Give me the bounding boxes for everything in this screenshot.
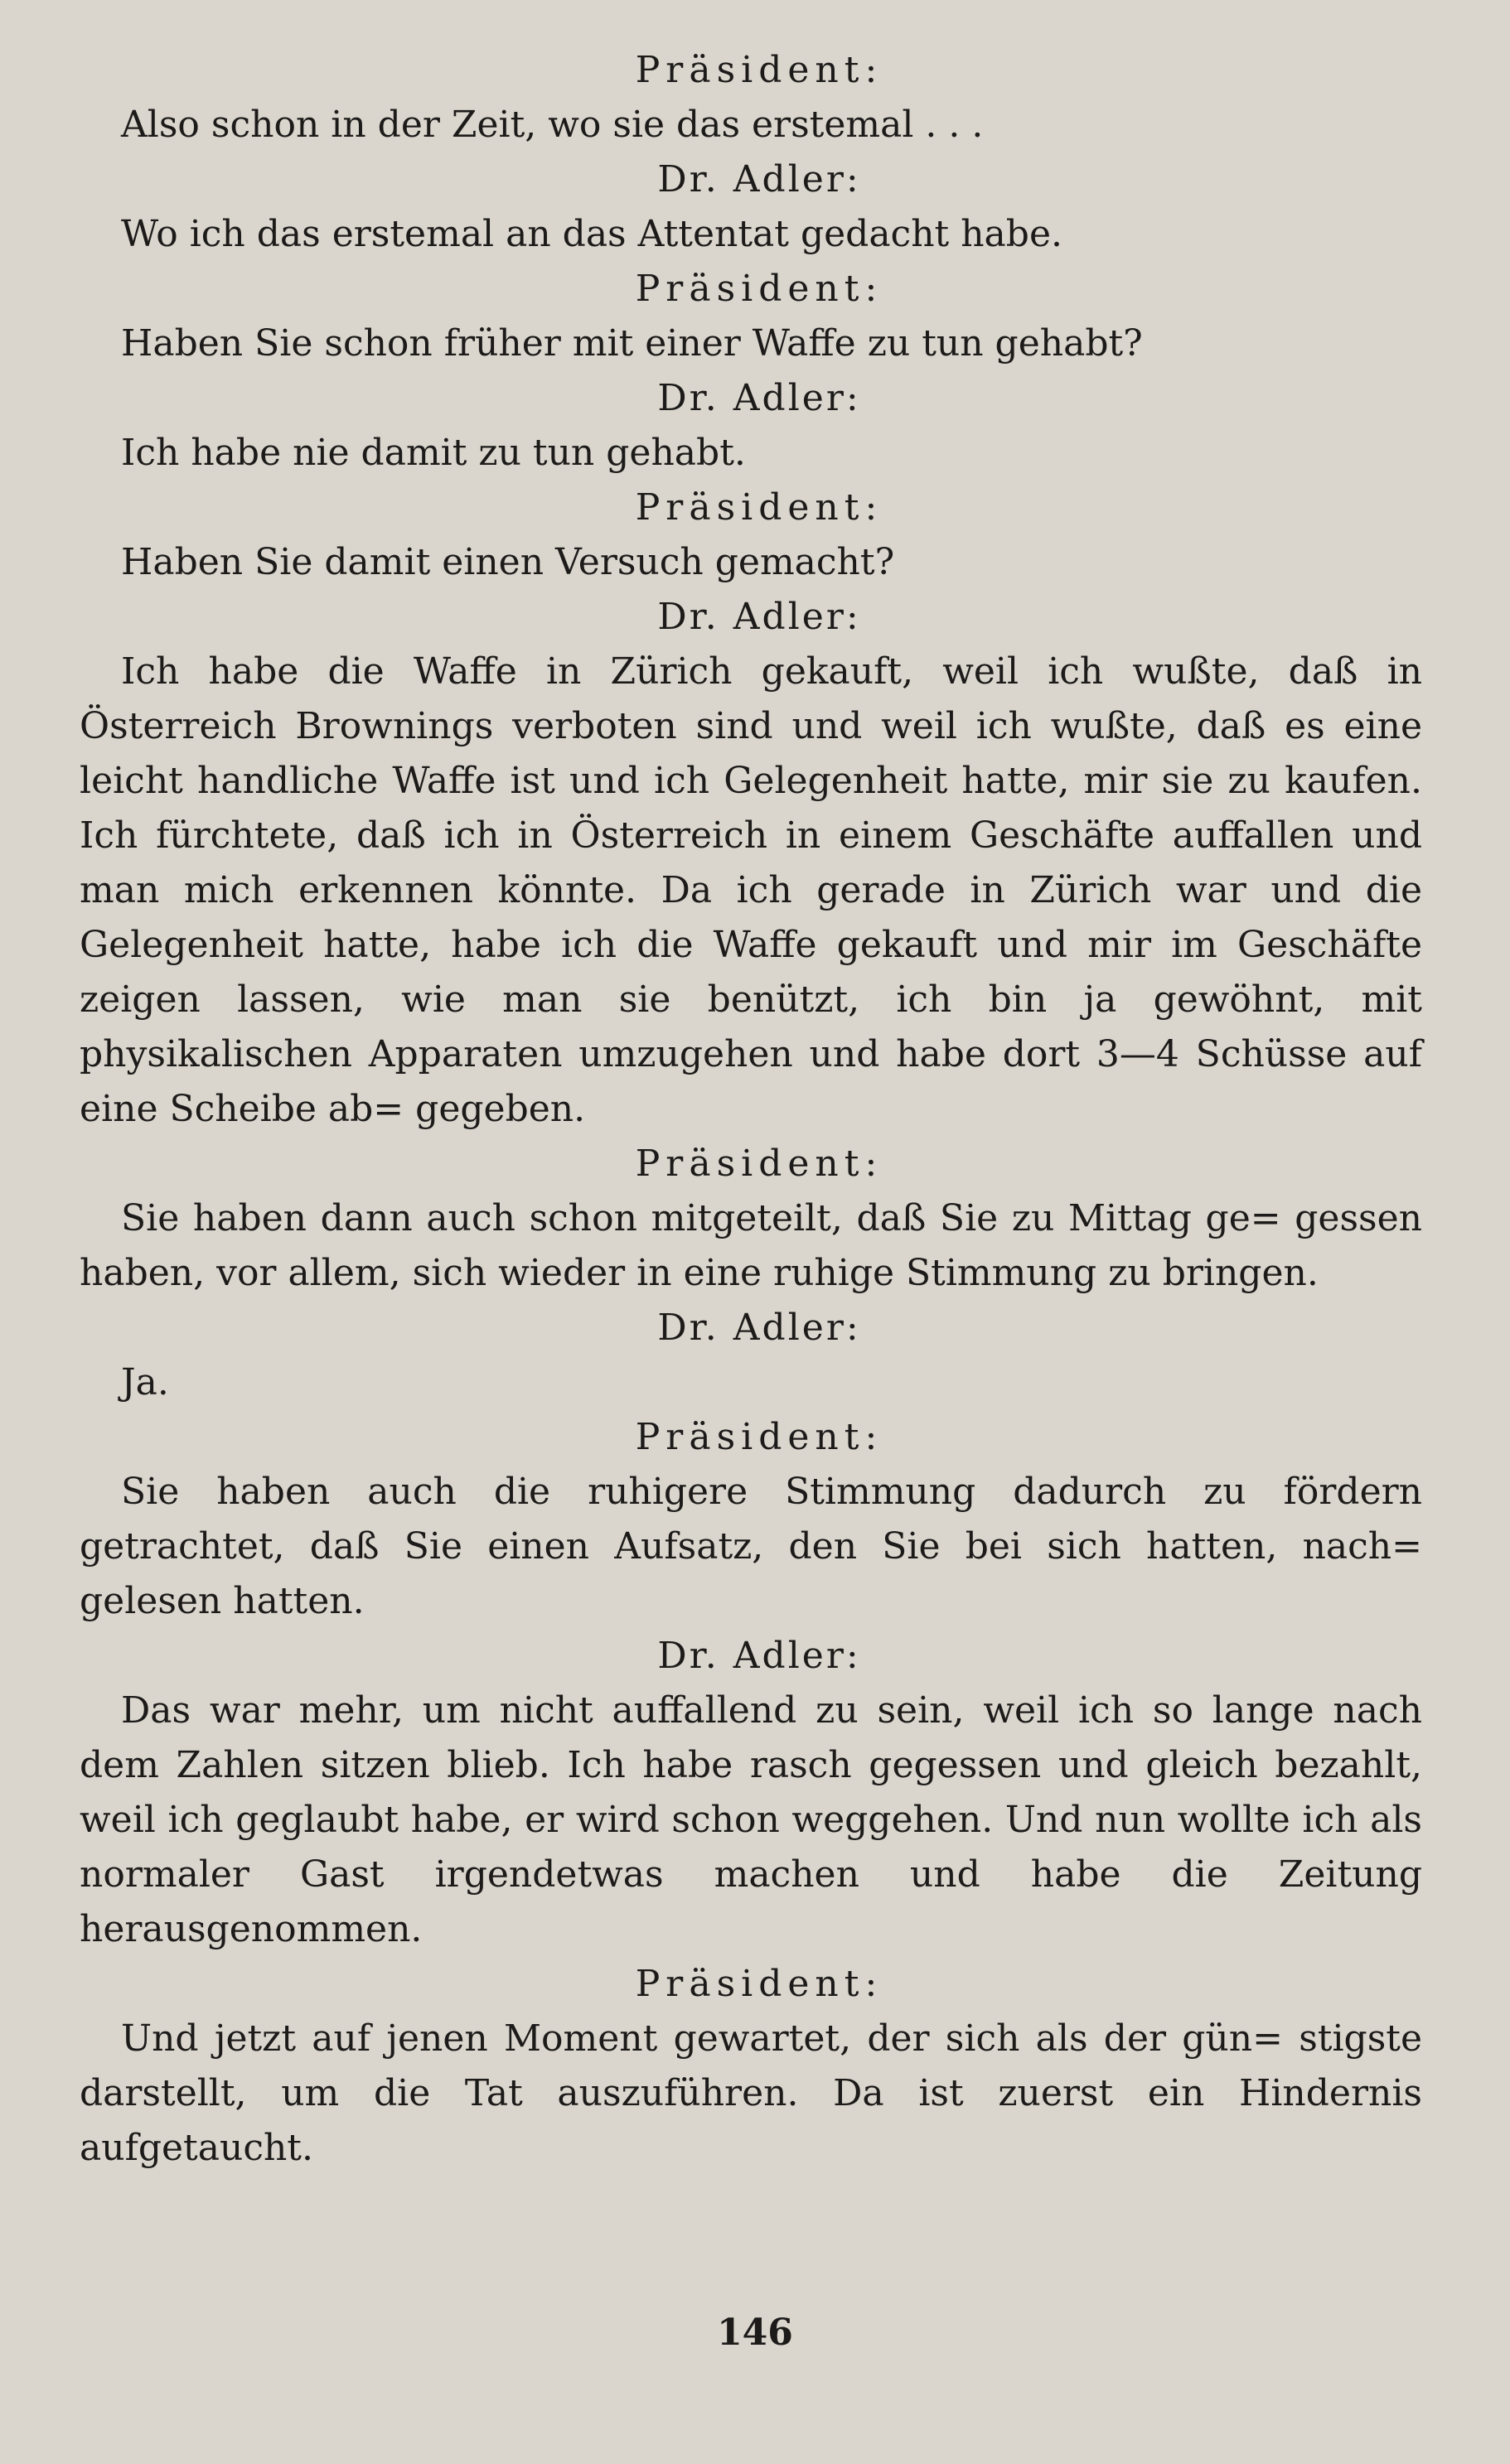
dialogue-text: Ich habe nie damit zu tun gehabt. xyxy=(121,432,746,474)
speaker-label: Dr. Adler: xyxy=(657,1307,861,1349)
dialogue-text: Das war mehr, um nicht auffallend zu sein, weil ich so lange nach dem Zahlen sitzen blieb. Ich habe rasch gegessen und gleich bezahlt, weil ich geglaubt habe, er wird schon weggehen. Und nun wollte ich als normaler Gast irgendetwas machen und habe die Zeitung herausgenommen. xyxy=(80,1689,1422,1950)
speaker-label: Präsident: xyxy=(635,49,883,91)
dialogue-text: Ich habe die Waffe in Zürich gekauft, weil ich wußte, daß in Österreich Brownings verboten sind und weil ich wußte, daß es eine leicht handliche Waffe ist und ich Gelegenheit hatte, mir sie zu kaufen. Ich fürchtete, daß ich in Österreich in einem Geschäfte auffallen und man mich erkennen könnte. Da ich gerade in Zürich war und die Gelegenheit hatte, habe ich die Waffe gekauft und mir im Geschäfte zeigen lassen, wie man sie benützt, ich bin ja gewöhnt, mit physikalischen Apparaten umzugehen und habe dort 3—4 Schüsse auf eine Scheibe ab= gegeben. xyxy=(80,650,1422,1130)
speaker-label: Dr. Adler: xyxy=(657,377,861,419)
speaker-label: Präsident: xyxy=(635,486,883,529)
dialogue-text: Also schon in der Zeit, wo sie das erstemal . . . xyxy=(121,104,984,146)
speaker-label: Präsident: xyxy=(635,1963,883,2005)
speaker-label: Präsident: xyxy=(635,268,883,310)
speaker-label: Dr. Adler: xyxy=(657,596,861,638)
page-number: 146 xyxy=(717,2312,793,2354)
dialogue-text: Haben Sie damit einen Versuch gemacht? xyxy=(121,541,895,583)
dialogue-text: Und jetzt auf jenen Moment gewartet, der sich als der gün= stigste darstellt, um die Tat auszuführen. Da ist zuerst ein Hindernis aufgetaucht. xyxy=(80,2017,1422,2169)
dialogue-text: Wo ich das erstemal an das Attentat gedacht habe. xyxy=(121,213,1062,255)
speaker-label: Präsident: xyxy=(635,1143,883,1185)
speaker-label: Dr. Adler: xyxy=(657,1635,861,1677)
dialogue-text: Ja. xyxy=(121,1361,169,1404)
dialogue-text: Sie haben auch die ruhigere Stimmung dadurch zu fördern getrachtet, daß Sie einen Aufsatz, den Sie bei sich hatten, nach= gelesen hatten. xyxy=(80,1471,1422,1622)
dialogue-text: Sie haben dann auch schon mitgeteilt, daß Sie zu Mittag ge= gessen haben, vor allem, sich wieder in eine ruhige Stimmung zu bringen. xyxy=(80,1197,1422,1294)
dialogue-text: Haben Sie schon früher mit einer Waffe zu tun gehabt? xyxy=(121,322,1143,365)
transcript-body xyxy=(80,43,1422,2176)
speaker-label: Dr. Adler: xyxy=(657,158,861,201)
speaker-label: Präsident: xyxy=(635,1416,883,1458)
